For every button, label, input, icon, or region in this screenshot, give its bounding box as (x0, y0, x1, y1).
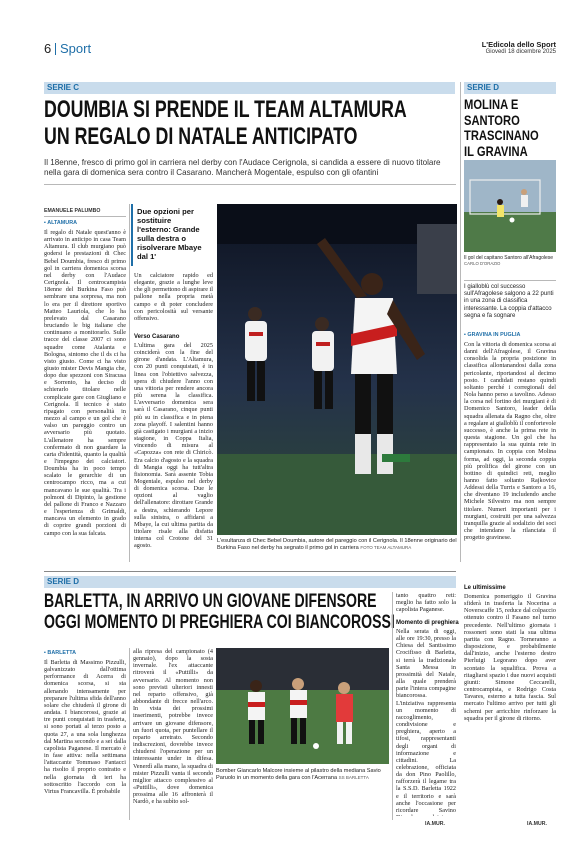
bottom-body-column-1: Il Barletta di Massimo Pizzulli, galvanizzato dall'ottima performance di Acerra di domenica scorsa, si sta allenando intensamente per preparare l'ultima sfida dell'anno solare che chiuderà il girone di andata. I biancorossi, grazie ai tre punti conquistati in trasferta, si sono portati al terzo posto a quota 27, a una sola lunghezza dal Martina secondo e a sei dalla capolista Paganese. Il mercato è in fase attiva: nella settimana l'attaccante Tommaso Fantacci ha risolto il proprio contratto e nella giornata di ieri ha sottoscritto l'accordo con la Virtus Francavilla. È probabile (44, 659, 126, 795)
body-column-2: L'ultima gara del 2025 coinciderà con la fine del girone d'andata. L'Altamura, con 20 punti conquistati, è in linea con l'obiettivo salvezza, spera di chiudere l'anno con una vittoria per rendere ancora più serena la classifica. L'avversario domenica sera sarà il Casarano, cinque punti più su in classifica e in piena zona playoff. I salentini hanno già castigato i murgiani a inizio stagione, in Coppa Italia, vincendo di misura al «Capozza» con rete di Chiricò. Era calcio d'agosto e la squadra di Mangia oggi ha tutt'altra fisionomia. Sarà assente Tobia Mogentale, espulso nel derby di domenica scorsa. Due le opzioni al vaglio dell'allenatore: dirottare Grande a destra, schierando Lepore sulla sinistra, o affidarsi a Mbaye, la cui ultima partita da titolare risale alla disfatta interna col Crotone del 31 agosto. (134, 342, 213, 550)
bottom-kicker: SERIE D (47, 577, 80, 586)
bottom-top-rule (44, 571, 456, 572)
right-headline: MOLINA E SANTORO TRASCINANO IL GRAVINA (464, 96, 539, 159)
bottom-column-rule-1 (129, 648, 130, 820)
photo-caption-text: L'esultanza di Chec Bebel Doumbia, autore del pareggio con il Cerignola. Il 18enne originario del Burkina Faso nel derby ha segnato il primo gol in carriera (217, 538, 457, 551)
right-dateline (464, 332, 520, 338)
kicker: SERIE C (47, 83, 80, 92)
body-column-1: Il regalo di Natale quest'anno è arrivato in anticipo in casa Team Altamura. Il club murgiano può godersi le prestazioni di Chec Bebel Doumbia, fresco di primo gol in carriera domenica scorsa nel derby con l'Audace Cerignola. Il centrocampista 18enne del Burkina Faso può sembrare una sorpresa, ma non lo era per il direttore sportivo Matteo Lauriola, che lo ha prelevato dal Casarano bruciando le big italiane che continuano a monitorarlo. Sulle tracce del classe 2007 ci sono squadre come Atalanta e Bologna, sintomo che il ds ci ha visto giusto. Come ci ha visto giusto mister Devis Mangia che, dopo due spezzoni con Siracusa e Sorrento, ha deciso di schierarlo titolare nelle complicate gare con Giugliano e Cerignola. Il tecnico è stato ripagato con personalità in mezzo al campo e un gol che è valso un pareggio contro un avversario più quotato. L'allenatore ha sempre confermato di non guardare la carta d'identità, quanto la qualità e l'impegno dei calciatori. Doumbia ha in poco tempo scalato le gerarchie di un centrocampo ricco, ma a cui mancavano le sue qualità. Tra i polmoni di Dipinto, la gestione del pallone di Franco e Nazzaro e l'esperienza di Grimaldi, mancava un elemento in grado di coprire grandi porzioni di campo con la sua falcata. (44, 229, 126, 537)
photo-caption (217, 538, 457, 551)
sidebar-headline-text: Due opzioni per sostituire l'esterno: Grande sulla destra o risolverare Mbaye dal 1' (137, 207, 202, 261)
issue-date: Giovedì 18 dicembre 2025 (485, 49, 556, 55)
section-name: Sport (60, 41, 92, 56)
body-column-2-intro: Un calciatore rapido ed elegante, grazie a lunghe leve che gli permettono di aspirare il pallone nella propria metà campo e di poter concludere con pericolosità sul versante offensivo. (134, 272, 213, 322)
bottom-column-rule-2 (392, 592, 393, 820)
column-rule (129, 204, 130, 562)
bottom-photo-caption-text: Bomber Giancarlo Malcore insieme al pilastro della mediana Savio Paruolo in un momento della gara con l'Acerrana (216, 768, 381, 781)
bottom-headline-line-2: OGGI MOMENTO DI PREGHIERA COI BIANCOROSSI (44, 612, 395, 633)
right-photo-caption-text: Il gol del capitano Santoro all'Afragolese (464, 255, 554, 261)
bottom-photo-credit: SS BARLETTA (338, 774, 369, 780)
bottom-kicker-bar (44, 576, 456, 588)
right-column-rule (460, 82, 461, 562)
sidebar-headline (131, 204, 211, 266)
bottom-photo-caption (216, 768, 389, 781)
photo-credit: FOTO TEAM ALTAMURA (360, 544, 412, 550)
right-dateline-location: GRAVINA IN PUGLIA (467, 332, 521, 338)
bottom-body-column-2: alla ripresa del campionato (4 gennaio), dopo la sosta invernale. l'ex attaccante ritroverà il «Puttilli» da avversario. Al momento non sono previsti ulteriori innesti nel reparto offensivo, già abbondante di frecce nell'arco. In vista dei prossimi inserimenti, potrebbe invece arrivare un giovane difensore, un fuori quota, per puntellare il reparto arretrato. Secondo indiscrezioni, dovrebbe invece chiudersi l'operazione per un interessante under in difesa. Venerdì alla mano, la squadra di mister Pizzulli vanta il secondo miglior attacco complessivo al «Puttilli», dove domenica prossima alle 16 affronterà il Nardò, e ha subìto sol- (133, 648, 213, 806)
headline-line-1: DOUMBIA SI PRENDE IL TEAM ALTAMURA (44, 96, 407, 123)
right-author: IA.MUR. (527, 821, 547, 827)
right-subhead: Le ultimissime (464, 585, 506, 591)
headline (44, 96, 456, 154)
right-photo-credit: CARLO D'ORAZIO (464, 261, 501, 266)
bottom-headline (44, 591, 456, 635)
bottom-dateline (44, 650, 76, 656)
standfirst: Il 18enne, fresco di primo gol in carriera nel derby con l'Audace Cerignola, si candida a essere di nuovo titolare nella gara di domenica sera contro il Casarano. Mancherà Mogentale, espulso con gli ofantini (44, 158, 441, 177)
bottom-location-marker-icon: ▪ (44, 650, 46, 656)
right-kicker: SERIE D (467, 83, 500, 92)
subhead: Verso Casarano (134, 334, 180, 340)
main-photo (217, 204, 457, 535)
goal-action-image (464, 160, 556, 252)
headline-line-2: UN REGALO DI NATALE ANTICIPATO (44, 123, 358, 150)
kicker-bar (44, 82, 455, 94)
byline-rule (44, 216, 126, 217)
standfirst-rule (44, 184, 456, 185)
football-celebration-image (217, 204, 457, 535)
dateline (44, 220, 77, 226)
match-action-image (216, 648, 389, 764)
bottom-headline-line-1: BARLETTA, IN ARRIVO UN GIOVANE DIFENSORE (44, 591, 377, 612)
right-photo-caption (464, 255, 556, 267)
bottom-author: IA.MUR. (425, 821, 445, 827)
masthead: L'Edicola dello Sport (481, 40, 556, 49)
bottom-body-column-3-intro: tanto quattro reti: meglio ha fatto solo la capolista Paganese. (396, 592, 456, 614)
dateline-location: ALTAMURA (47, 220, 77, 226)
byline: EMANUELE PALUMBO (44, 208, 101, 214)
bottom-subhead: Momento di preghiera (396, 620, 459, 626)
bottom-dateline-location: BARLETTA (47, 650, 77, 656)
header-divider (55, 43, 56, 55)
bottom-photo (216, 648, 389, 764)
location-marker-icon: ▪ (44, 220, 46, 226)
right-photo (464, 160, 556, 252)
right-location-marker-icon: ▪ (464, 332, 466, 338)
right-body-b: Domenica pomeriggio il Gravina sfiderà in trasferta la Nocerina a Noverscaffe 15, reduce dal colpaccio ottenuto contro il Fasano nel turno precedente. Nell'ultimo giornata i rossoneri sono stati la sua ultima partita con Ragno. Torneranno a disposizione, e probabilmente dall'inizio, anche l'esterno destro Pierluigi Legorano dopo aver scontato la squalifica. Prova a ritagliarsi spazio i due nuovi acquisti giunti: Simone Ceccarelli, centrocampista, e Rodrigo Costa Tavares, esterno a tutta fascia. Sul mercato l'ultimo arrivo per tutti gli schemi per arricchire rinforzare la squadra per il girone di ritorno. (464, 593, 556, 722)
right-summary-rule (464, 280, 556, 281)
page-number: 6 (44, 41, 52, 56)
right-body: Con la vittoria di domenica scorsa ai danni dell'Afragolese, il Gravina consolida la propria posizione in classifica allontanandosi dalla zona pericolante, riportandosi al decimo posto. I candidati restano quindi soltanto perché i corregionali del Nola hanno perso a tavolino. Adesso la corsa nel fortino dei murgiani è di Domenico Santoro, leader della squadra allenata da Ragno che, oltre a regalare ai gialloblù il confortevole successo, è anche la prima rete in questa stagione. Un gol che ha rappresentato la sua quinta rete in campionato. In coppia con Molina forma, ad oggi, la seconda coppia più prolifica del girone con un bottino di quindici reti, meglio hanno fatto soltanto Rajkovice Addessi della Turris e Santoro a 16, che diventano 19 includendo anche Michele Silvestro ma non sempre titolare. Numeri importanti per i murgiani, costruiti per una salvezza tranquilla grazie al sodalizio dei soci che intendano la rilanciata il progetto gravinese. (464, 341, 556, 542)
right-summary: I gialloblù col successo sull'Afragolese salgono a 22 punti in una zona di classifica interessante. La coppia d'attacco segna e fa sognare (464, 284, 554, 319)
bottom-body-column-3: Nella serata di oggi, alle ore 19:30, presso la Chiesa del Santissimo Crocifisso di Barletta, si terrà la tradizionale Santa Messa in prossimità del Natale, alla quale prenderà parte l'intera compagine biancorossa. L'iniziativa rappresenta un momento di raccoglimento, condivisione e preghiera, aperto a tifosi, rappresentanti degli organi di informazione e cittadini. La celebrazione, officiata da don Pino Paolillo, rafforzerà il legame tra la S.S.D. Barletta 1922 e il territorio e sarà anche l'occasione per ricordare Savino (396, 628, 456, 814)
